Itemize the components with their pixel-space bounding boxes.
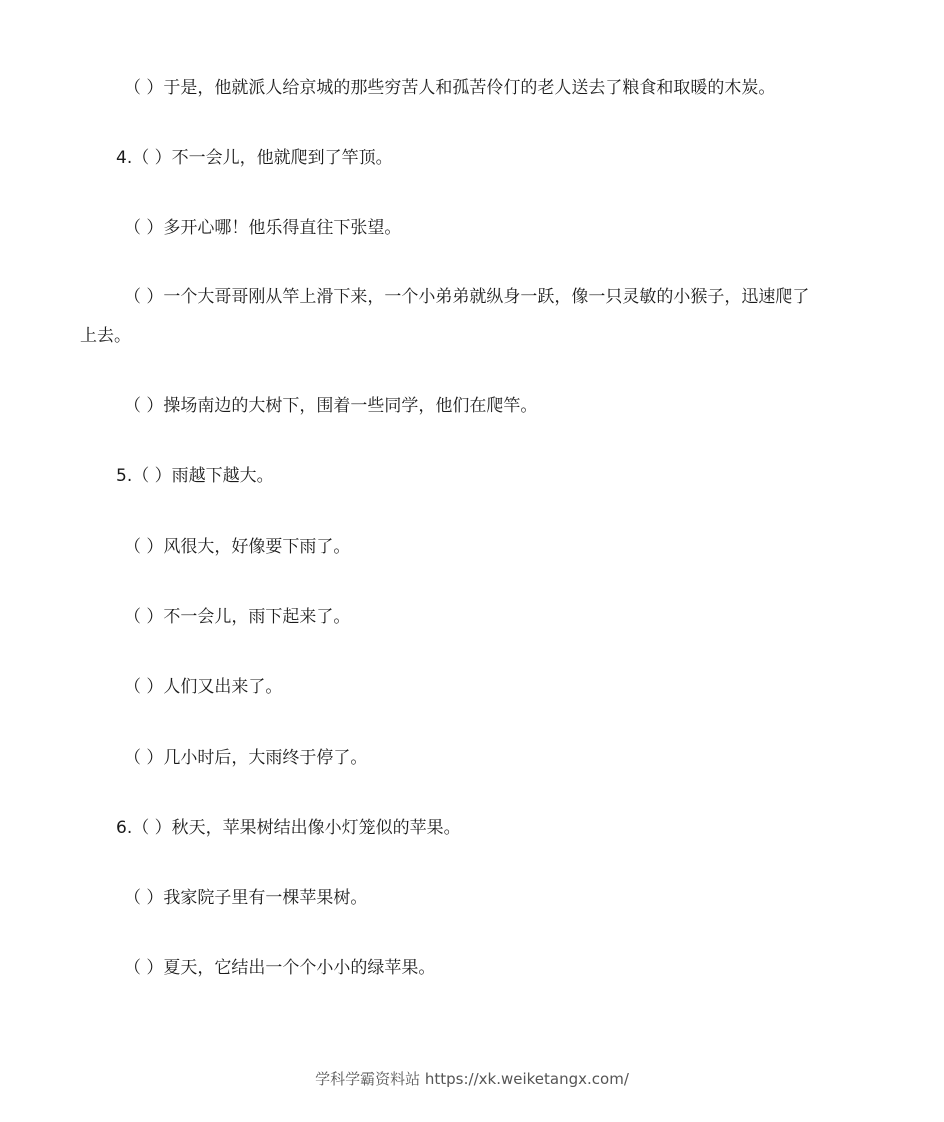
option-line: （ ）几小时后，大雨终于停了。 bbox=[124, 748, 368, 768]
option-line: （ ）多开心哪！他乐得直往下张望。 bbox=[124, 218, 402, 238]
question-6-line: 6.（ ）秋天，苹果树结出像小灯笼似的苹果。 bbox=[116, 818, 461, 838]
question-5-line: 5.（ ）雨越下越大。 bbox=[116, 466, 274, 486]
option-line: （ ）夏天，它结出一个个小小的绿苹果。 bbox=[124, 958, 436, 978]
option-line: （ ）操场南边的大树下，围着一些同学，他们在爬竿。 bbox=[124, 396, 538, 416]
option-line: （ ）一个大哥哥刚从竿上滑下来，一个小弟弟就纵身一跃，像一只灵敏的小猴子，迅速爬了 bbox=[124, 287, 810, 307]
option-line: （ ）不一会儿，雨下起来了。 bbox=[124, 607, 351, 627]
page-footer: 学科学霸资料站 https://xk.weiketangx.com/ bbox=[315, 1070, 629, 1088]
option-line: （ ）人们又出来了。 bbox=[124, 677, 283, 697]
question-4-line: 4.（ ）不一会儿，他就爬到了竿顶。 bbox=[116, 148, 393, 168]
option-line: （ ）于是，他就派人给京城的那些穷苦人和孤苦伶仃的老人送去了粮食和取暖的木炭。 bbox=[124, 78, 776, 98]
option-line-continuation: 上去。 bbox=[80, 326, 131, 346]
option-line: （ ）我家院子里有一棵苹果树。 bbox=[124, 888, 368, 908]
option-line: （ ）风很大，好像要下雨了。 bbox=[124, 537, 351, 557]
